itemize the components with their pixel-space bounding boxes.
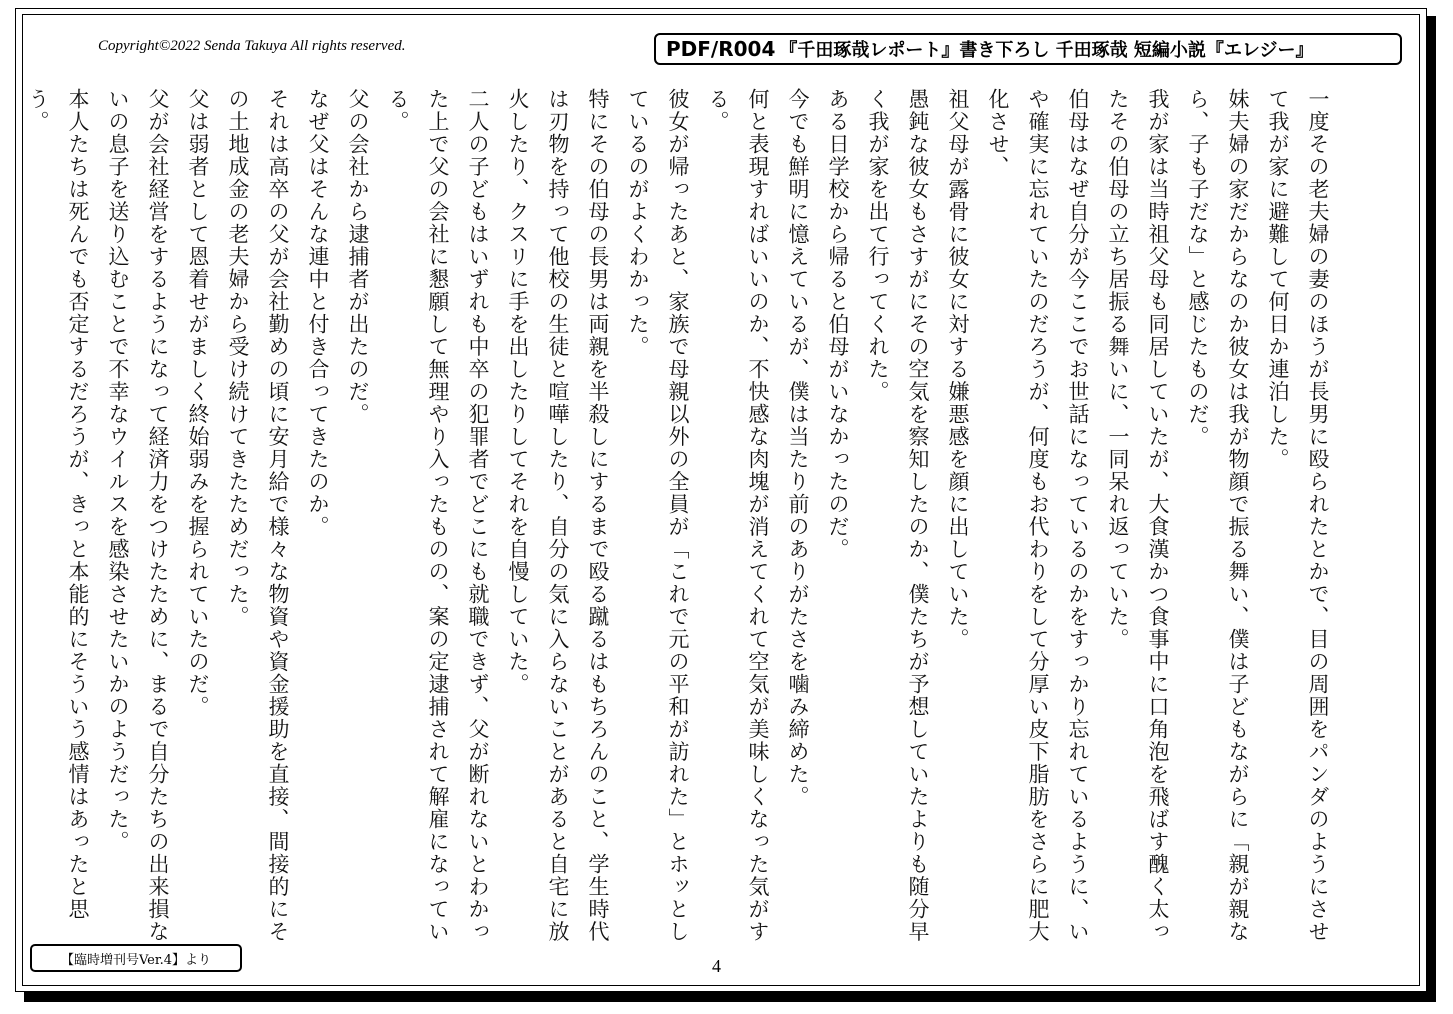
paragraph: 二人の子どもはいずれも中卒の犯罪者でどこにも就職できず、父が断れないとわかった上で父の会社に懇願して無理やり入ったものの、案の定逮捕されて解雇になっている。 (386, 88, 490, 943)
source-label: 【臨時増刊号Ver.4】より (30, 944, 242, 972)
document-code: PDF/R004 (666, 37, 776, 61)
paragraph: 一度その老夫婦の妻のほうが長男に殴られたとかで、目の周囲をパンダのようにさせて我が家に避難して何日か連泊した。 (1266, 88, 1330, 943)
paragraph: 父の会社から逮捕者が出たのだ。 (346, 88, 370, 426)
paragraph: 本人たちは死んでも否定するだろうが、きっと本能的にそういう感情はあったと思う。 (26, 88, 90, 921)
paragraph: 愚鈍な彼女もさすがにその空気を察知したのか、僕たちが予想していたよりも随分早く我が家を出て行ってくれた。 (866, 88, 930, 943)
document-title-box (654, 33, 1402, 65)
paragraph: 妹夫婦の家だからなのか彼女は我が物顔で振る舞い、僕は子どもながらに「親が親なら、子も子だな」と感じたものだ。 (1186, 88, 1250, 943)
paragraph: 彼女が帰ったあと、家族で母親以外の全員が「これで元の平和が訪れた」とホッとしているのがよくわかった。 (626, 88, 690, 943)
paragraph: なぜ父はそんな連中と付き合ってきたのか。 (306, 88, 330, 538)
vertical-body-text (26, 88, 1338, 948)
paragraph: 今でも鮮明に憶えているが、僕は当たり前のありがたさを噛み締めた。 (786, 88, 810, 808)
paragraph: 父が会社経営をするようになって経済力をつけたために、まるで自分たちの出来損ないの息子を送り込むことで不幸なウイルスを感染させたいかのようだった。 (106, 88, 170, 943)
copyright-notice: Copyright©2022 Senda Takuya All rights reserved. (98, 38, 406, 54)
paragraph: 特にその伯母の長男は両親を半殺しにするまで殴る蹴るはもちろんのこと、学生時代は刃物を持って他校の生徒と喧嘩したり、自分の気に入らないことがあると自宅に放火したり、クスリに手を出したりしてそれを自慢していた。 (506, 88, 610, 943)
paragraph: それは高卒の父が会社勤めの頃に安月給で様々な物資や資金援助を直接、間接的にその土地成金の老夫婦から受け続けてきたためだった。 (226, 88, 290, 943)
paragraph: 祖父母が露骨に彼女に対する嫌悪感を顔に出していた。 (946, 88, 970, 651)
document-title: 『千田琢哉レポート』書き下ろし 千田琢哉 短編小説『エレジー』 (779, 40, 1314, 61)
page-number: 4 (712, 956, 721, 976)
paragraph: ある日学校から帰ると伯母がいなかったのだ。 (826, 88, 850, 561)
paragraph: 父は弱者として恩着せがましく終始弱みを握られていたのだ。 (186, 88, 210, 718)
paragraph: 伯母はなぜ自分が今ここでお世話になっているのかをすっかり忘れているように、いや確実に忘れていたのだろうが、何度もお代わりをして分厚い皮下脂肪をさらに肥大化させ、 (986, 88, 1090, 943)
paragraph: 何と表現すればいいのか、不快感な肉塊が消えてくれて空気が美味しくなった気がする。 (706, 88, 770, 943)
paragraph: 我が家は当時祖父母も同居していたが、大食漢かつ食事中に口角泡を飛ばす醜く太ったその伯母の立ち居振る舞いに、一同呆れ返っていた。 (1106, 88, 1170, 943)
